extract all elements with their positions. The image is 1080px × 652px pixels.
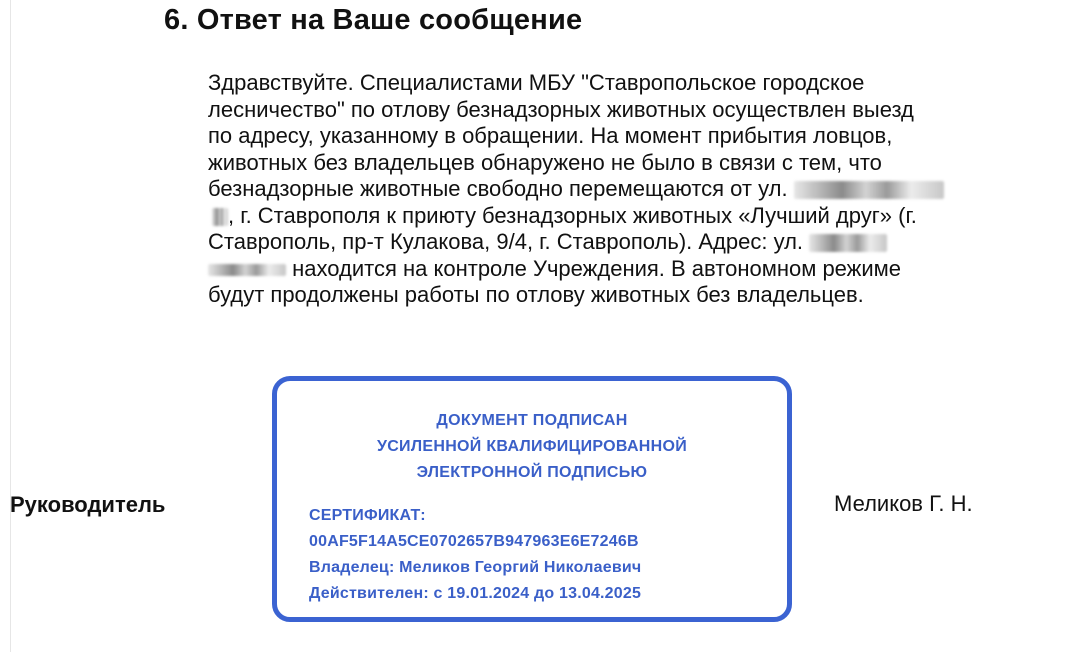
message-line-5-wrap [208,176,1028,203]
page-edge-divider [10,0,11,652]
certificate-owner: Владелец: Меликов Георгий Николаевич [309,559,642,576]
stamp-title-line-3: ЭЛЕКТРОННОЙ ПОДПИСЬЮ [416,464,648,481]
message-line-6: , г. Ставрополя к приюту безнадзорных животных «Лучший друг» (г. [228,202,917,228]
message-line-7: Ставрополь, пр-т Кулакова, 9/4, г. Ставрополь). Адрес: ул. [208,229,804,254]
message-line-8-wrap [208,256,1028,283]
stamp-title [277,408,787,486]
message-line-6-wrap [208,203,1028,230]
certificate-number: 00AF5F14A5CE0702657B947963E6E7246B [309,533,639,550]
electronic-signature-stamp [272,376,792,622]
stamp-title-line-2: УСИЛЕННОЙ КВАЛИФИЦИРОВАННОЙ [376,438,688,455]
certificate-label: СЕРТИФИКАТ: [309,507,426,524]
section-heading: 6. Ответ на Ваше сообщение [164,4,583,36]
message-line-3: по адресу, указанному в обращении. На момент прибытия ловцов, [208,123,893,148]
signer-role: Руководитель [10,492,166,517]
message-line-2: лесничество" по отлову безнадзорных животных осуществлен выезд [208,96,914,122]
stamp-certificate-info [309,503,641,607]
redacted-street-name-1 [794,181,944,199]
message-line-4: животных без владельцев обнаружено не было в связи с тем, что [208,149,882,175]
redacted-street-name-2 [809,234,887,252]
response-message [208,70,1028,309]
redacted-house-number [212,208,228,226]
message-line-7-wrap [208,229,1028,256]
stamp-title-line-1: ДОКУМЕНТ ПОДПИСАН [436,412,628,429]
redacted-address-remainder [208,264,286,276]
message-line-8: находится на контроле Учреждения. В автономном режиме [292,255,902,281]
message-line-9: будут продолжены работы по отлову животных без владельцев. [208,282,864,307]
message-line-1: Здравствуйте. Специалистами МБУ "Ставропольское городское [208,70,865,95]
message-line-5: безнадзорные животные свободно перемещаются от ул. [208,176,788,201]
signer-name: Меликов Г. Н. [834,491,973,516]
certificate-validity: Действителен: с 19.01.2024 до 13.04.2025 [309,585,642,602]
